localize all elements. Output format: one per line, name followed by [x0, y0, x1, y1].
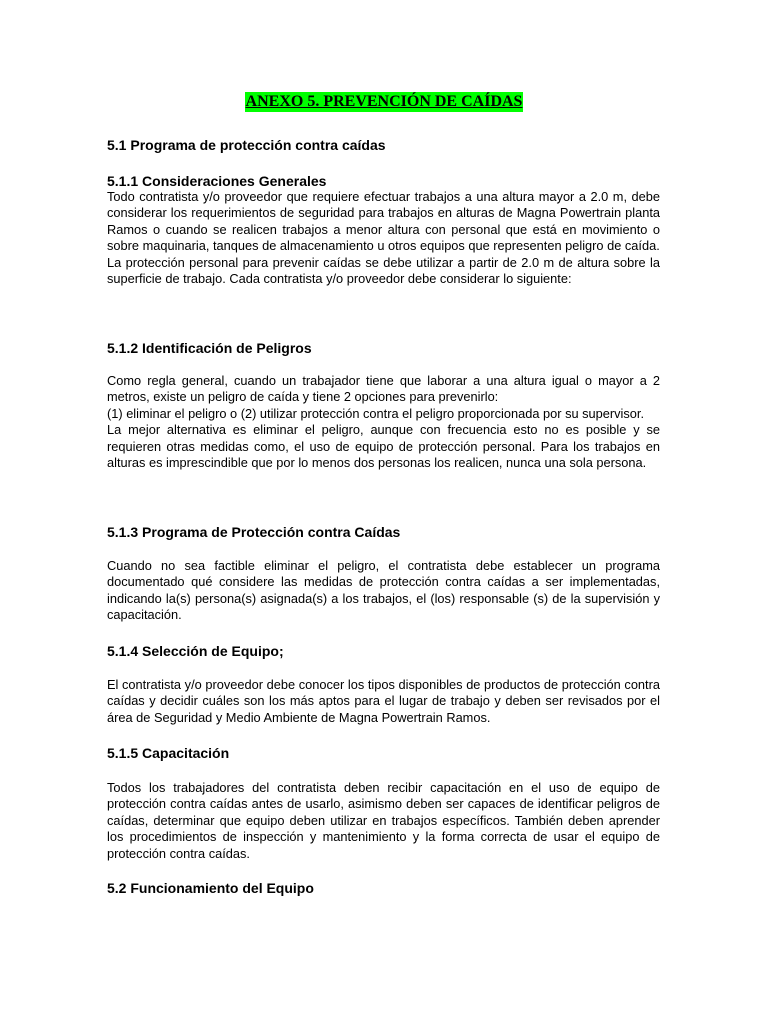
paragraph: Todo contratista y/o proveedor que requiere efectuar trabajos a una altura mayor a 2.0 m, debe considerar los requerimientos de seguridad para trabajos en alturas de Magna Powertrain planta Ramos o cuando se realicen trabajos a menor altura con personal que está en movimiento o sobre maquinaria, tanques de almacenamiento u otros equipos que representen peligro de caída. — [107, 189, 660, 254]
section-5-1-2-body — [107, 373, 660, 471]
section-5-1-heading: 5.1 Programa de protección contra caídas — [107, 137, 386, 153]
section-5-1-3-heading: 5.1.3 Programa de Protección contra Caídas — [107, 524, 401, 540]
section-5-1-4-body — [107, 677, 660, 726]
paragraph: La protección personal para prevenir caídas se debe utilizar a partir de 2.0 m de altura sobre la superficie de trabajo. Cada contratista y/o proveedor debe considerar lo siguiente: — [107, 254, 660, 287]
document-title: ANEXO 5. PREVENCIÓN DE CAÍDAS — [245, 93, 523, 110]
paragraph: Como regla general, cuando un trabajador tiene que laborar a una altura igual o mayor a 2 metros, existe un peligro de caída y tiene 2 opciones para prevenirlo: — [107, 373, 660, 405]
paragraph: Todos los trabajadores del contratista deben recibir capacitación en el uso de equipo de protección contra caídas antes de usarlo, asimismo deben ser capaces de identificar peligros de caídas, determinar que equipo deben utilizar en trabajos específicos. También deben aprender los procedimientos de inspección y mantenimiento y la forma correcta de usar el equipo de protección contra caídas. — [107, 780, 660, 861]
section-5-1-5-body — [107, 780, 660, 862]
paragraph: Cuando no sea factible eliminar el peligro, el contratista debe establecer un programa documentado qué considere las medidas de protección contra caídas a ser implementadas, indicando la(s) persona(s) asignada(s) a los trabajos, el (los) responsable (s) de la supervisión y capacitación. — [107, 558, 660, 623]
section-5-1-5-heading: 5.1.5 Capacitación — [107, 745, 230, 761]
section-5-1-1-heading: 5.1.1 Consideraciones Generales — [107, 173, 327, 189]
paragraph: (1) eliminar el peligro o (2) utilizar protección contra el peligro proporcionada por su supervisor. — [107, 405, 645, 421]
title-wrapper — [0, 92, 768, 112]
paragraph: El contratista y/o proveedor debe conocer los tipos disponibles de productos de protección contra caídas y decidir cuáles son los más aptos para el lugar de trabajo y deben ser revisados por el área de Seguridad y Medio Ambiente de Magna Powertrain Ramos. — [107, 677, 660, 725]
section-5-1-3-body — [107, 558, 660, 624]
paragraph: La mejor alternativa es eliminar el peligro, aunque con frecuencia esto no es posible y se requieren otras medidas como, el uso de equipo de protección personal. Para los trabajos en alturas es imprescindible que por lo menos dos personas los realicen, nunca una sola persona. — [107, 422, 660, 471]
section-5-1-4-heading: 5.1.4 Selección de Equipo; — [107, 643, 284, 659]
section-5-2-heading: 5.2 Funcionamiento del Equipo — [107, 880, 314, 896]
section-5-1-2-heading: 5.1.2 Identificación de Peligros — [107, 340, 312, 356]
section-5-1-1-body — [107, 189, 660, 287]
